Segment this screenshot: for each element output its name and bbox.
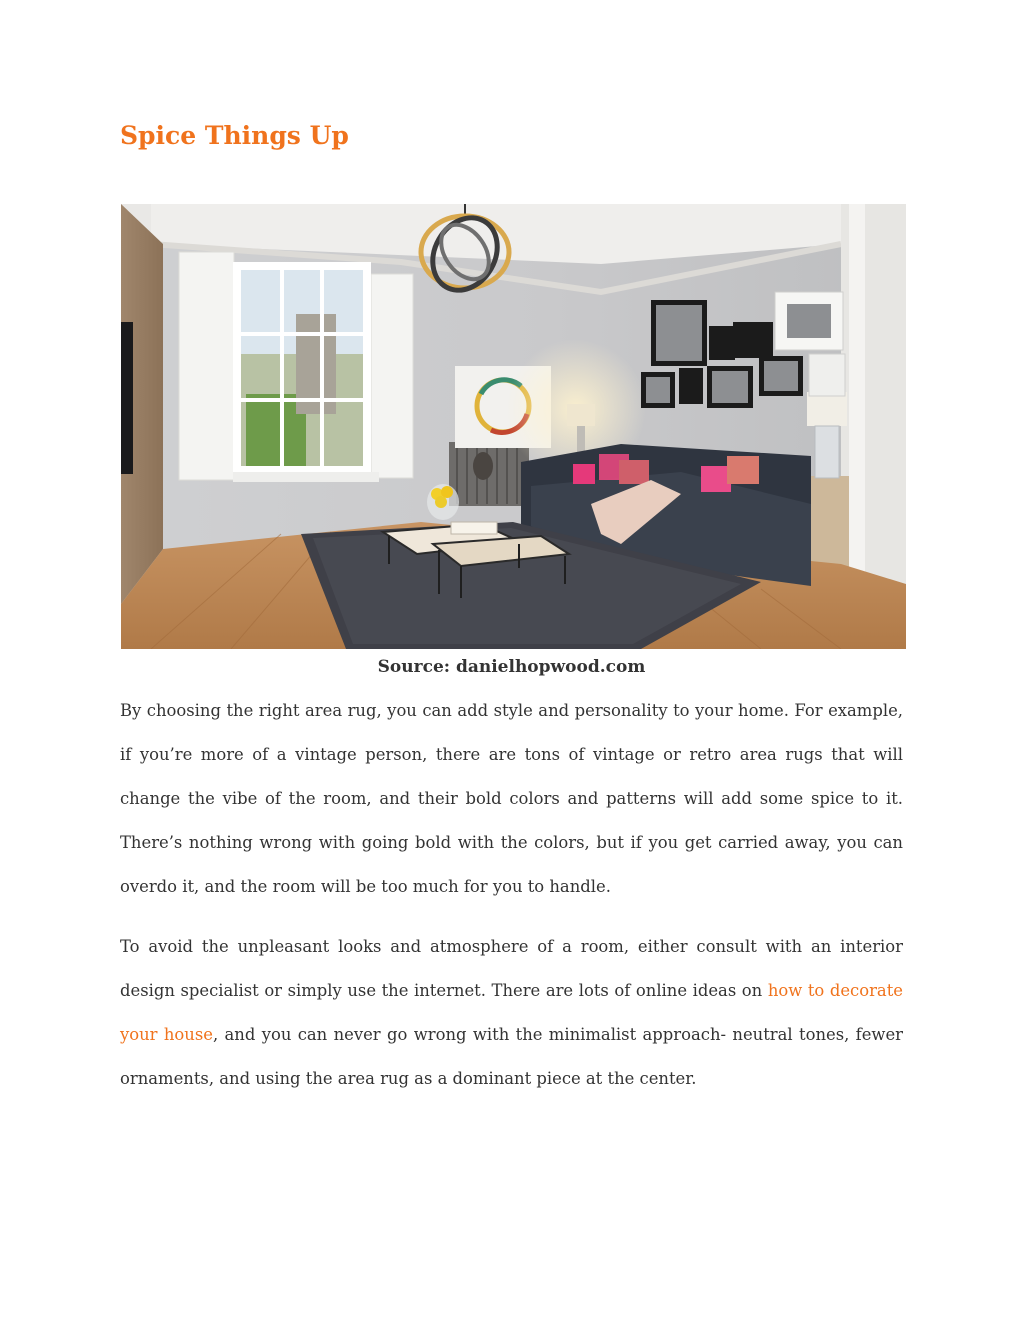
living-room-photo	[121, 204, 906, 649]
paragraph-2-text-after: , and you can never go wrong with the minimalist approach- neutral tones, fewer ornaments, and using the area rug as a dominant piece at the center.	[120, 1025, 903, 1088]
body-paragraph-1: By choosing the right area rug, you can add style and personality to your home. For example, if you’re more of a vintage person, there are tons of vintage or retro area rugs that will change the vibe of the room, and their bold colors and patterns will add some spice to it. There’s nothing wrong with going bold with the colors, but if you get carried away, you can overdo it, and the room will be too much for you to handle.	[120, 701, 903, 896]
image-caption: Source: danielhopwood.com	[377, 657, 646, 677]
decorate-house-link[interactable]: how to decorate your house	[120, 981, 903, 1044]
body-paragraph-2	[120, 925, 903, 1101]
page-title: Spice Things Up	[120, 121, 349, 150]
paragraph-2-text-before: To avoid the unpleasant looks and atmosphere of a room, either consult with an interior design specialist or simply use the internet. There are lots of online ideas on	[120, 937, 903, 1000]
